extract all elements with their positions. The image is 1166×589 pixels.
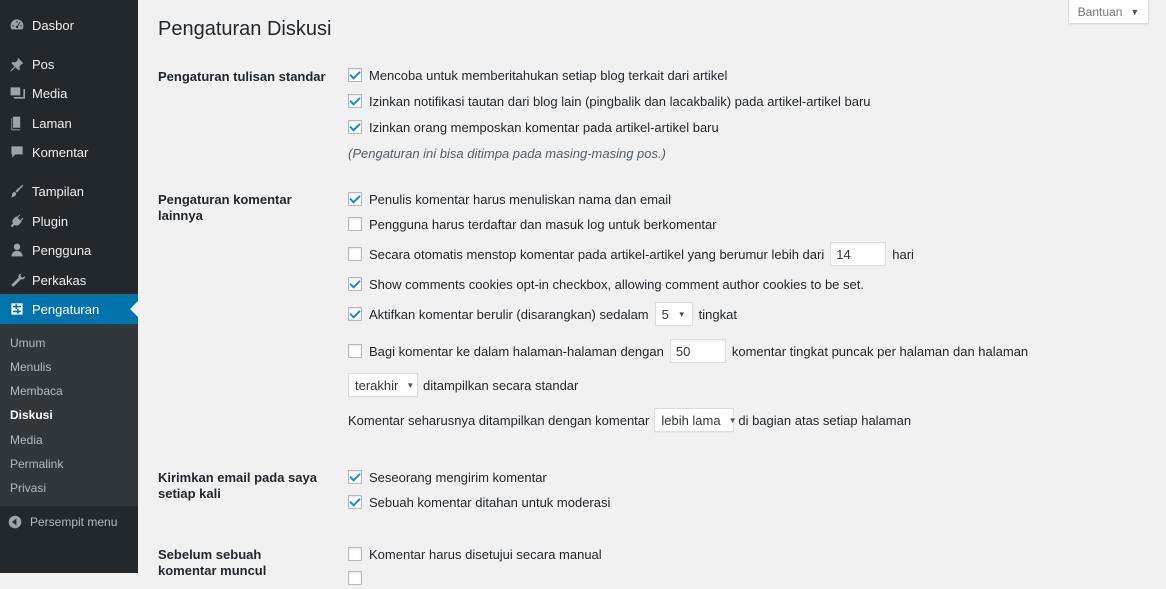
cookies-opt-in-label: Show comments cookies opt-in checkbox, allowing comment author cookies to be set. — [369, 276, 864, 292]
comment-order-select[interactable] — [654, 408, 737, 432]
option-threaded-comments — [348, 302, 737, 326]
menu-label-pages: Laman — [32, 115, 72, 131]
option-manual-approval — [348, 543, 602, 565]
threaded-comments-checkbox[interactable] — [348, 307, 362, 321]
menu-label-tools: Perkakas — [32, 272, 87, 288]
option-auto-close — [348, 241, 914, 267]
submenu-privacy[interactable]: Privasi — [10, 481, 47, 495]
thread-depth-suffix: tingkat — [698, 306, 737, 322]
settings-icon — [7, 299, 27, 319]
allow-pingbacks-checkbox[interactable] — [348, 94, 362, 108]
paged-comments-label: Bagi komentar ke dalam halaman-halaman dengan — [369, 343, 664, 359]
auto-close-days-input[interactable] — [830, 242, 886, 266]
chevron-down-icon: ▼ — [406, 380, 415, 390]
active-menu-arrow — [130, 301, 138, 317]
option-notify-linked-blogs — [348, 64, 727, 86]
default-page-select[interactable] — [348, 373, 418, 397]
menu-label-plugins: Plugin — [32, 213, 69, 229]
chevron-down-icon: ▼ — [677, 309, 686, 319]
comment-icon — [7, 142, 27, 162]
other-comment-settings-label: Pengaturan komentar lainnya — [158, 192, 292, 223]
require-registration-checkbox[interactable] — [348, 217, 362, 231]
comment-order-suffix: di bagian atas setiap halaman — [738, 412, 912, 428]
menu-item-posts[interactable] — [0, 49, 138, 79]
allow-comments-checkbox[interactable] — [348, 120, 362, 134]
manual-approval-checkbox[interactable] — [348, 547, 362, 561]
option-next-partial — [348, 567, 369, 589]
require-name-email-checkbox[interactable] — [348, 192, 362, 206]
cookies-opt-in-checkbox[interactable] — [348, 277, 362, 291]
page-icon — [7, 113, 27, 133]
override-note: (Pengaturan ini bisa ditimpa pada masing-masing pos.) — [348, 146, 666, 161]
collapse-menu-button[interactable] — [0, 509, 138, 535]
admin-sidebar — [0, 0, 138, 573]
allow-comments-label: Izinkan orang memposkan komentar pada artikel-artikel baru — [369, 119, 719, 135]
manual-approval-label: Komentar harus disetujui secara manual — [369, 546, 602, 562]
chevron-down-icon: ▼ — [728, 415, 737, 425]
require-registration-label: Pengguna harus terdaftar dan masuk log untuk berkomentar — [369, 216, 717, 232]
thread-depth-select[interactable] — [655, 302, 693, 326]
menu-label-dashboard: Dasbor — [32, 17, 74, 33]
paged-comments-checkbox[interactable] — [348, 344, 362, 358]
option-comment-order — [348, 408, 911, 432]
email-on-moderation-label: Sebuah komentar ditahan untuk moderasi — [369, 494, 611, 510]
collapse-arrow-icon — [8, 515, 22, 529]
menu-label-appearance: Tampilan — [32, 183, 85, 199]
menu-item-media[interactable] — [0, 78, 138, 108]
option-email-on-comment — [348, 466, 547, 488]
brush-icon — [7, 181, 27, 201]
media-icon — [7, 83, 27, 103]
menu-item-tools[interactable] — [0, 265, 138, 295]
menu-item-plugins[interactable] — [0, 206, 138, 236]
pin-icon — [7, 54, 27, 74]
before-comment-appears-label: Sebelum sebuah komentar muncul — [158, 547, 267, 578]
help-button[interactable] — [1068, 0, 1149, 24]
menu-label-media: Media — [32, 85, 68, 101]
comment-order-prefix: Komentar seharusnya ditampilkan dengan komentar — [348, 412, 650, 428]
option-allow-pingbacks — [348, 90, 871, 112]
page-title: Pengaturan Diskusi — [158, 18, 332, 40]
thread-depth-value: 5 — [661, 306, 669, 322]
default-page-value: terakhir — [355, 377, 399, 393]
settings-submenu — [0, 324, 138, 506]
menu-label-settings: Pengaturan — [32, 301, 100, 317]
auto-close-checkbox[interactable] — [348, 247, 362, 261]
plugin-icon — [7, 211, 27, 231]
auto-close-label: Secara otomatis menstop komentar pada artikel-artikel yang berumur lebih dari — [369, 246, 825, 262]
menu-item-settings[interactable] — [0, 294, 138, 324]
email-on-comment-label: Seseorang mengirim komentar — [369, 469, 547, 485]
menu-item-appearance[interactable] — [0, 176, 138, 206]
notify-linked-blogs-checkbox[interactable] — [348, 68, 362, 82]
menu-label-users: Pengguna — [32, 242, 92, 258]
paged-comments-suffix: komentar tingkat puncak per halaman dan halaman — [731, 343, 1029, 359]
user-icon — [7, 240, 27, 260]
submenu-media[interactable]: Media — [10, 433, 43, 447]
auto-close-suffix: hari — [892, 246, 914, 262]
collapse-menu-label: Persempit menu — [30, 515, 118, 529]
submenu-reading[interactable]: Membaca — [10, 384, 63, 398]
menu-label-comments: Komentar — [32, 144, 89, 160]
submenu-general[interactable]: Umum — [10, 336, 46, 350]
menu-item-pages[interactable] — [0, 108, 138, 138]
menu-label-posts: Pos — [32, 56, 55, 72]
menu-item-comments[interactable] — [0, 137, 138, 167]
option-allow-comments — [348, 116, 719, 138]
comments-per-page-input[interactable] — [670, 339, 726, 363]
help-label: Bantuan — [1077, 4, 1123, 19]
email-me-whenever-label: Kirimkan email pada saya setiap kali — [158, 470, 317, 501]
option-cookies-opt-in — [348, 273, 864, 295]
submenu-discussion[interactable]: Diskusi — [10, 408, 53, 422]
submenu-permalinks[interactable]: Permalink — [10, 457, 64, 471]
menu-item-dashboard[interactable] — [0, 10, 138, 40]
email-on-moderation-checkbox[interactable] — [348, 495, 362, 509]
require-name-email-label: Penulis komentar harus menuliskan nama dan email — [369, 191, 672, 207]
notify-linked-blogs-label: Mencoba untuk memberitahukan setiap blog terkait dari artikel — [369, 67, 728, 83]
option-require-name-email — [348, 188, 671, 210]
option-paged-comments — [348, 338, 1028, 364]
next-option-checkbox[interactable] — [348, 571, 362, 585]
menu-item-users[interactable] — [0, 235, 138, 265]
option-require-registration — [348, 213, 717, 235]
default-page-suffix: ditampilkan secara standar — [423, 377, 579, 393]
submenu-writing[interactable]: Menulis — [10, 360, 52, 374]
email-on-comment-checkbox[interactable] — [348, 470, 362, 484]
option-default-page — [348, 373, 578, 397]
comment-order-value: lebih lama — [661, 412, 721, 428]
default-article-settings-label: Pengaturan tulisan standar — [158, 69, 326, 84]
threaded-comments-label: Aktifkan komentar berulir (disarangkan) sedalam — [369, 306, 649, 322]
dashboard-icon — [7, 15, 27, 35]
option-email-on-moderation — [348, 491, 610, 513]
wrench-icon — [7, 270, 27, 290]
caret-down-icon: ▼ — [1130, 6, 1140, 17]
allow-pingbacks-label: Izinkan notifikasi tautan dari blog lain (pingbalik dan lacakbalik) pada artikel-artikel baru — [369, 93, 871, 109]
